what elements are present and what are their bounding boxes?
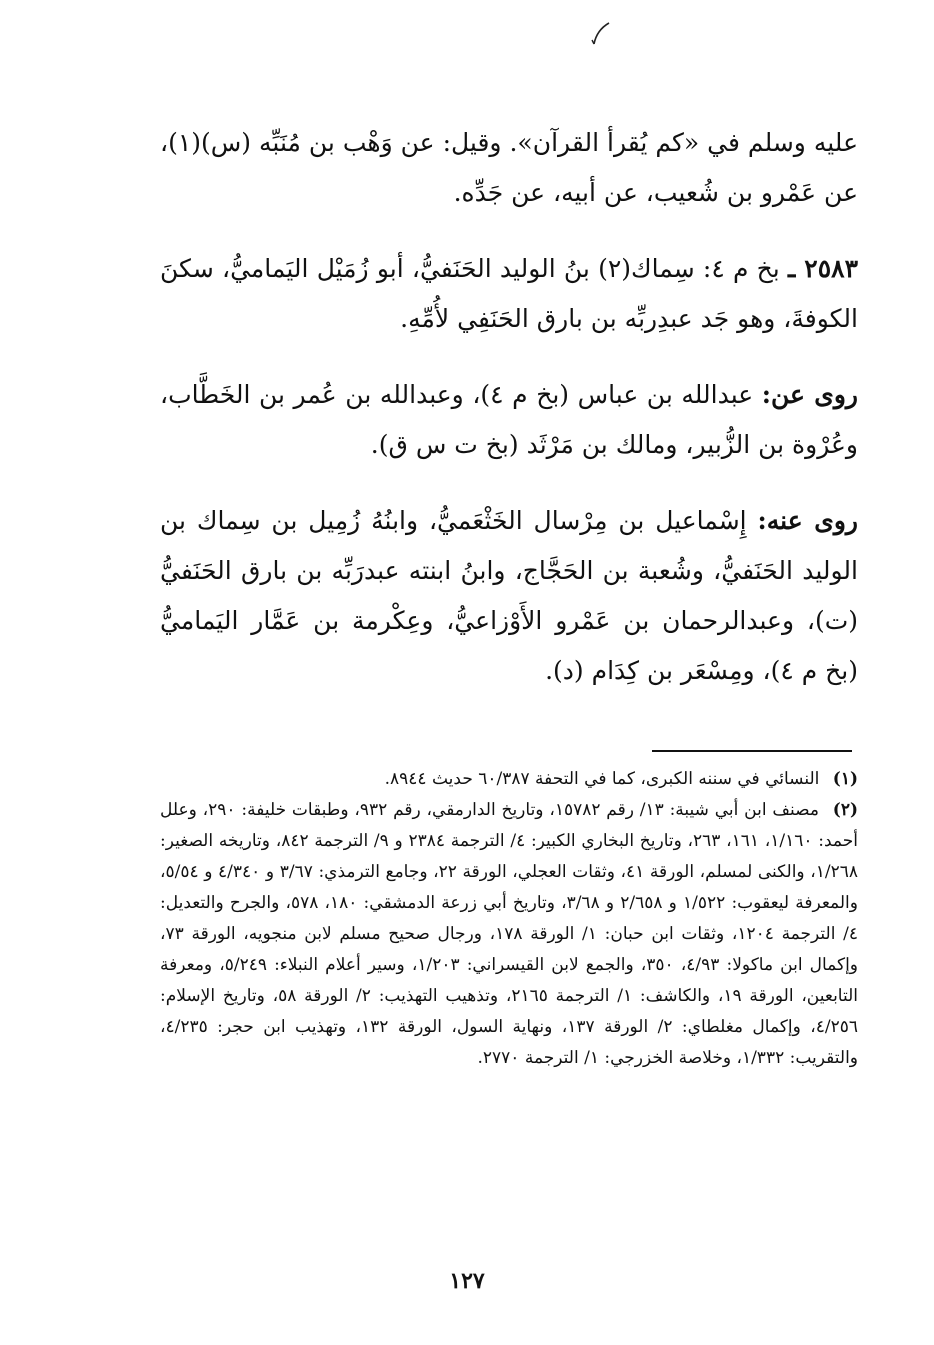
footnotes bbox=[160, 764, 858, 1074]
footnote-number: (١) bbox=[832, 769, 858, 789]
footnote-divider bbox=[652, 750, 852, 752]
pen-stroke-icon bbox=[590, 20, 612, 48]
paragraph-continuation bbox=[160, 118, 858, 218]
paragraph-narrated-by bbox=[160, 496, 858, 696]
paragraph-text: إِسْماعيل بن مِرْسال الخَثْعَميُّ، وابنُهُ زُمِيل بن سِماك بن الوليد الحَنَفيُّ، وشُعبة بن الحَجَّاج، وابنُ ابنته عبدرَبِّه بن بارق الحَنَفيُّ (ت)، وعبدالرحمان بن عَمْرو الأَوْزاعيُّ، وعِكْرمة بن عَمَّار اليَماميُّ (بخ م ٤)، ومِسْعَر بن كِدَام (د). bbox=[160, 506, 858, 685]
paragraph-text: عليه وسلم في «كم يُقرأ القرآن». وقيل: عن وَهْب بن مُنَبِّه (س)(١)، عن عَمْرو بن شُعيب، عن أبيه، عن جَدِّه. bbox=[160, 128, 858, 207]
paragraph-lead: روى عنه: bbox=[757, 506, 858, 535]
footnote-text: مصنف ابن أبي شيبة: ١٣/ رقم ١٥٧٨٢، وتاريخ الدارمقي، رقم ٩٣٢، وطبقات خليفة: ٢٩٠، وعلل أحمد: ١/١٦٠، ١٦١، ٢٦٣، وتاريخ البخاري الكبير: ٤/ الترجمة ٢٣٨٤ و ٩/ الترجمة ٨٤٢، وتاريخه الصغير: ١/٢٦٨، والكنى لمسلم، الورقة ٤١، وثقات العجلي، الورقة ٢٢، وجامع الترمذي: ٣/٦٧ و ٤/٣٤٠ و ٥/٥٤، والمعرفة ليعقوب: ١/٥٢٢ و ٢/٦٥٨ و ٣/٦٨، وتاريخ أبي زرعة الدمشقي: ١٨٠، ٥٧٨، والجرح والتعديل: ٤/ الترجمة ١٢٠٤، وثقات ابن حبان: ١/ الورقة ١٧٨، ورجال صحيح مسلم لابن منجويه، الورقة ٧٣، وإكمال ابن ماكولا: ٤/٩٣، ٣٥٠، والجمع لابن القيسراني: ١/٢٠٣، وسير أعلام النبلاء: ٥/٢٤٩، ومعرفة التابعين، الورقة ١٩، والكاشف: ١/ الترجمة ٢١٦٥، وتذهيب التهذيب: ٢/ الورقة ٥٨، وتاريخ الإسلام: ٤/٢٥٦، وإكمال مغلطاي: ٢/ الورقة ١٣٧، ونهاية السول، الورقة ١٣٢، وتهذيب ابن حجر: ٤/٢٣٥، والتقريب: ١/٣٣٢، وخلاصة الخزرجي: ١/ الترجمة ٢٧٧٠. bbox=[160, 800, 859, 1068]
paragraph-lead: روى عن: bbox=[761, 380, 858, 409]
paragraph-narrated-from bbox=[160, 370, 858, 470]
entry-number: ٢٥٨٣ ـ bbox=[787, 254, 859, 283]
footnote-2 bbox=[160, 795, 858, 1074]
paragraph-text: عبدالله بن عباس (بخ م ٤)، وعبدالله بن عُمر بن الخَطَّاب، وعُرْوة بن الزُّبير، ومالك بن مَرْثَد (بخ ت س ق). bbox=[160, 380, 858, 459]
main-text bbox=[160, 118, 858, 722]
footnote-number: (٢) bbox=[832, 800, 859, 820]
footnote-1 bbox=[160, 764, 858, 795]
footnote-text: النسائي في سننه الكبرى، كما في التحفة ٦٠/٣٨٧ حديث ٨٩٤٤. bbox=[384, 769, 820, 789]
page-number: ١٢٧ bbox=[449, 1268, 485, 1294]
paragraph-text: بخ م ٤: سِماك(٢) بنُ الوليد الحَنَفيُّ، أبو زُمَيْل اليَماميُّ، سكنَ الكوفةَ، وهو جَد عبدِربِّه بن بارق الحَنَفِي لأُمِّهِ. bbox=[160, 254, 858, 333]
paragraph-entry-2583 bbox=[160, 244, 858, 344]
